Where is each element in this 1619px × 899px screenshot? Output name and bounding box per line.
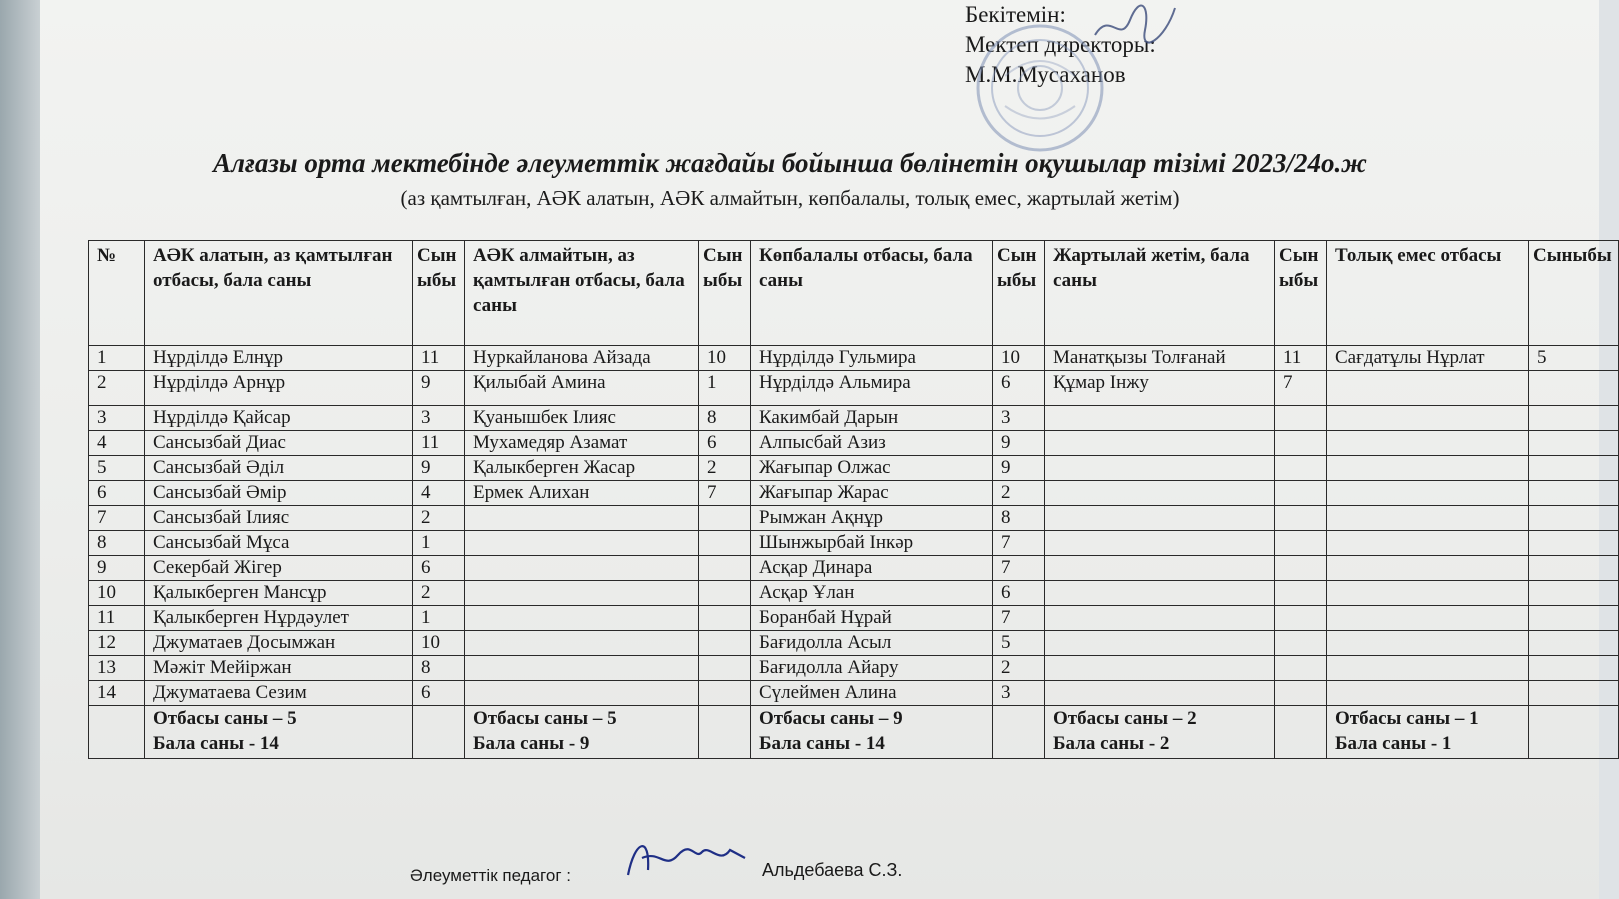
cell-col3-grade: 9	[993, 456, 1045, 481]
table-row	[89, 456, 1619, 481]
table-row	[89, 531, 1619, 556]
cell-col5-grade	[1529, 681, 1619, 706]
cell-col4-grade	[1275, 581, 1327, 606]
cell-col4-grade	[1275, 556, 1327, 581]
header-grade: Сыныбы	[699, 241, 751, 346]
table-row	[89, 346, 1619, 371]
cell-col1-name: Нұрділдә Арнұр	[145, 371, 413, 406]
cell-col5-grade	[1529, 581, 1619, 606]
cell-col2-name	[465, 506, 699, 531]
cell-col3-grade: 6	[993, 581, 1045, 606]
table-row	[89, 581, 1619, 606]
cell-col3-name: Асқар Динара	[751, 556, 993, 581]
pedagog-label: Әлеуметтік педагог :	[410, 866, 571, 885]
cell-col5-name	[1327, 481, 1529, 506]
totals-col2	[465, 706, 699, 759]
cell-col4-grade	[1275, 481, 1327, 506]
cell-col4-grade	[1275, 531, 1327, 556]
cell-col1-name: Сансызбай Әділ	[145, 456, 413, 481]
cell-col3-name: Шынжырбай Інкәр	[751, 531, 993, 556]
cell-col2-grade	[699, 606, 751, 631]
cell-col4-name	[1045, 431, 1275, 456]
cell-col2-grade	[699, 531, 751, 556]
cell-col1-name: Қалыкберген Мансұр	[145, 581, 413, 606]
cell-col2-name	[465, 606, 699, 631]
cell-col5-grade	[1529, 406, 1619, 431]
header-col2: АӘК алмайтын, аз қамтылған отбасы, бала саны	[465, 241, 699, 346]
cell-row-number: 4	[89, 431, 145, 456]
cell-row-number: 7	[89, 506, 145, 531]
cell-col3-grade: 7	[993, 606, 1045, 631]
cell-col1-name: Секербай Жігер	[145, 556, 413, 581]
pedagog-signature-icon	[620, 830, 750, 885]
cell-col4-name	[1045, 556, 1275, 581]
cell-col3-grade: 9	[993, 431, 1045, 456]
cell-col5-grade	[1529, 656, 1619, 681]
cell-col1-grade: 2	[413, 581, 465, 606]
cell-col5-name: Сағдатұлы Нұрлат	[1327, 346, 1529, 371]
cell-col1-name: Сансызбай Әмір	[145, 481, 413, 506]
cell-row-number: 13	[89, 656, 145, 681]
cell-col5-name	[1327, 456, 1529, 481]
header-grade: Сыныбы	[1275, 241, 1327, 346]
cell-col4-grade: 11	[1275, 346, 1327, 371]
cell-col1-name: Мәжіт Мейіржан	[145, 656, 413, 681]
cell-col2-name: Қуанышбек Ілияс	[465, 406, 699, 431]
cell-col3-grade: 7	[993, 531, 1045, 556]
cell-col1-name: Джуматаева Сезим	[145, 681, 413, 706]
cell-col2-grade: 6	[699, 431, 751, 456]
totals-cell-empty	[413, 706, 465, 759]
cell-col4-name	[1045, 631, 1275, 656]
cell-col4-grade	[1275, 681, 1327, 706]
cell-col5-grade	[1529, 371, 1619, 406]
cell-col5-name	[1327, 406, 1529, 431]
cell-col3-grade: 5	[993, 631, 1045, 656]
cell-col1-name: Сансызбай Ілияс	[145, 506, 413, 531]
totals-col5	[1327, 706, 1529, 759]
cell-col2-name: Мухамедяр Азамат	[465, 431, 699, 456]
cell-col2-grade: 10	[699, 346, 751, 371]
header-grade: Сыныбы	[1529, 241, 1619, 346]
document-subtitle: (аз қамтылған, АӘК алатын, АӘК алмайтын, көпбалалы, толық емес, жартылай жетім)	[400, 186, 1180, 210]
cell-col5-grade	[1529, 431, 1619, 456]
cell-col1-grade: 2	[413, 506, 465, 531]
students-table	[88, 240, 1619, 759]
cell-row-number: 3	[89, 406, 145, 431]
cell-col2-grade	[699, 631, 751, 656]
cell-col2-name	[465, 681, 699, 706]
totals-col4-families: Отбасы саны – 2	[1053, 708, 1197, 729]
cell-col1-name: Нұрділдә Елнұр	[145, 346, 413, 371]
cell-col5-grade	[1529, 481, 1619, 506]
totals-col1-children: Бала саны - 14	[153, 733, 279, 754]
cell-col3-name: Какимбай Дарын	[751, 406, 993, 431]
cell-col4-name	[1045, 456, 1275, 481]
cell-col3-name: Алпысбай Азиз	[751, 431, 993, 456]
cell-col1-grade: 10	[413, 631, 465, 656]
cell-col2-name: Қалыкберген Жасар	[465, 456, 699, 481]
header-grade: Сыныбы	[413, 241, 465, 346]
header-col1: АӘК алатын, аз қамтылған отбасы, бала саны	[145, 241, 413, 346]
cell-col2-grade	[699, 681, 751, 706]
cell-col3-name: Боранбай Нұрай	[751, 606, 993, 631]
cell-col5-name	[1327, 531, 1529, 556]
totals-row	[89, 706, 1619, 759]
cell-col2-name	[465, 631, 699, 656]
pedagog-name: Альдебаева С.З.	[762, 860, 903, 880]
cell-col5-grade	[1529, 631, 1619, 656]
cell-col3-grade: 10	[993, 346, 1045, 371]
cell-row-number: 12	[89, 631, 145, 656]
cell-col4-grade	[1275, 631, 1327, 656]
cell-col5-name	[1327, 581, 1529, 606]
cell-col2-name: Ермек Алихан	[465, 481, 699, 506]
cell-col5-name	[1327, 506, 1529, 531]
cell-col3-grade: 2	[993, 656, 1045, 681]
cell-row-number: 9	[89, 556, 145, 581]
cell-col2-name	[465, 656, 699, 681]
cell-col5-name	[1327, 556, 1529, 581]
cell-col1-grade: 1	[413, 531, 465, 556]
cell-col1-grade: 1	[413, 606, 465, 631]
cell-col4-grade	[1275, 606, 1327, 631]
cell-col3-name: Жағыпар Олжас	[751, 456, 993, 481]
cell-row-number: 5	[89, 456, 145, 481]
header-col3: Көпбалалы отбасы, бала саны	[751, 241, 993, 346]
cell-col1-name: Сансызбай Мұса	[145, 531, 413, 556]
cell-col5-grade	[1529, 556, 1619, 581]
totals-cell-empty	[993, 706, 1045, 759]
cell-col4-name	[1045, 681, 1275, 706]
cell-col5-name	[1327, 656, 1529, 681]
totals-col5-children: Бала саны - 1	[1335, 733, 1452, 754]
header-col5: Толық емес отбасы	[1327, 241, 1529, 346]
cell-col5-name	[1327, 631, 1529, 656]
cell-col5-grade: 5	[1529, 346, 1619, 371]
cell-col4-name	[1045, 506, 1275, 531]
cell-col5-grade	[1529, 456, 1619, 481]
totals-col3-families: Отбасы саны – 9	[759, 708, 903, 729]
cell-row-number: 10	[89, 581, 145, 606]
cell-col5-grade	[1529, 506, 1619, 531]
cell-col2-grade: 1	[699, 371, 751, 406]
cell-col3-grade: 2	[993, 481, 1045, 506]
totals-cell-empty	[89, 706, 145, 759]
table-header-row	[89, 241, 1619, 346]
cell-col1-grade: 4	[413, 481, 465, 506]
cell-col3-name: Нұрділдә Альмира	[751, 371, 993, 406]
cell-col3-name: Жағыпар Жарас	[751, 481, 993, 506]
table-row	[89, 406, 1619, 431]
cell-col1-name: Қалыкберген Нұрдәулет	[145, 606, 413, 631]
table-row	[89, 606, 1619, 631]
table-row	[89, 481, 1619, 506]
totals-col4-children: Бала саны - 2	[1053, 733, 1170, 754]
cell-row-number: 2	[89, 371, 145, 406]
cell-col1-grade: 11	[413, 346, 465, 371]
cell-col4-name: Манатқызы Толғанай	[1045, 346, 1275, 371]
cell-col5-grade	[1529, 606, 1619, 631]
cell-col4-name	[1045, 656, 1275, 681]
totals-col4	[1045, 706, 1275, 759]
cell-col3-grade: 3	[993, 406, 1045, 431]
totals-cell-empty	[1275, 706, 1327, 759]
cell-col4-grade	[1275, 506, 1327, 531]
cell-col1-grade: 6	[413, 681, 465, 706]
totals-col2-families: Отбасы саны – 5	[473, 708, 617, 729]
table-row	[89, 371, 1619, 406]
cell-col1-name: Сансызбай Диас	[145, 431, 413, 456]
table-row	[89, 506, 1619, 531]
cell-col2-grade: 8	[699, 406, 751, 431]
director-signature-icon	[1090, 0, 1180, 50]
cell-col1-grade: 8	[413, 656, 465, 681]
cell-col4-grade	[1275, 431, 1327, 456]
cell-col2-name	[465, 531, 699, 556]
cell-col5-name	[1327, 606, 1529, 631]
totals-col1-families: Отбасы саны – 5	[153, 708, 297, 729]
cell-col4-name	[1045, 406, 1275, 431]
header-grade: Сыныбы	[993, 241, 1045, 346]
totals-col3	[751, 706, 993, 759]
cell-row-number: 1	[89, 346, 145, 371]
cell-col2-grade: 7	[699, 481, 751, 506]
cell-col2-name	[465, 581, 699, 606]
totals-cell-empty	[699, 706, 751, 759]
cell-col4-name	[1045, 481, 1275, 506]
cell-col2-grade	[699, 556, 751, 581]
cell-col5-name	[1327, 371, 1529, 406]
cell-col3-name: Бағидолла Айару	[751, 656, 993, 681]
cell-col2-name: Қилыбай Амина	[465, 371, 699, 406]
cell-col4-name	[1045, 581, 1275, 606]
cell-col1-name: Джуматаев Досымжан	[145, 631, 413, 656]
cell-col3-grade: 3	[993, 681, 1045, 706]
cell-col2-grade	[699, 506, 751, 531]
header-col4: Жартылай жетім, бала саны	[1045, 241, 1275, 346]
table-row	[89, 556, 1619, 581]
cell-col1-grade: 6	[413, 556, 465, 581]
cell-col3-grade: 6	[993, 371, 1045, 406]
cell-col3-name: Рымжан Ақнұр	[751, 506, 993, 531]
cell-col5-grade	[1529, 531, 1619, 556]
cell-col1-grade: 11	[413, 431, 465, 456]
cell-col3-grade: 7	[993, 556, 1045, 581]
totals-col5-families: Отбасы саны – 1	[1335, 708, 1479, 729]
table-row	[89, 681, 1619, 706]
cell-col4-grade: 7	[1275, 371, 1327, 406]
background-edge	[0, 0, 40, 899]
cell-col3-name: Бағидолла Асыл	[751, 631, 993, 656]
cell-row-number: 6	[89, 481, 145, 506]
cell-col3-name: Нұрділдә Гульмира	[751, 346, 993, 371]
cell-col4-name	[1045, 531, 1275, 556]
cell-row-number: 14	[89, 681, 145, 706]
cell-row-number: 8	[89, 531, 145, 556]
cell-col3-name: Асқар Ұлан	[751, 581, 993, 606]
cell-col4-name	[1045, 606, 1275, 631]
cell-col5-name	[1327, 681, 1529, 706]
cell-col1-grade: 3	[413, 406, 465, 431]
cell-col4-name: Құмар Інжу	[1045, 371, 1275, 406]
cell-row-number: 11	[89, 606, 145, 631]
approval-line-3: М.М.Мусаханов	[965, 62, 1126, 87]
cell-col4-grade	[1275, 406, 1327, 431]
cell-col2-grade: 2	[699, 456, 751, 481]
approval-line-1: Бекітемін:	[965, 2, 1066, 27]
totals-cell-empty	[1529, 706, 1619, 759]
cell-col1-grade: 9	[413, 456, 465, 481]
cell-col1-name: Нұрділдә Қайсар	[145, 406, 413, 431]
table-row	[89, 656, 1619, 681]
cell-col4-grade	[1275, 656, 1327, 681]
header-number: №	[89, 241, 145, 346]
totals-col3-children: Бала саны - 14	[759, 733, 885, 754]
cell-col2-name	[465, 556, 699, 581]
cell-col2-grade	[699, 581, 751, 606]
cell-col4-grade	[1275, 456, 1327, 481]
cell-col3-grade: 8	[993, 506, 1045, 531]
table-row	[89, 631, 1619, 656]
cell-col2-grade	[699, 656, 751, 681]
cell-col2-name: Нуркайланова Айзада	[465, 346, 699, 371]
totals-col1	[145, 706, 413, 759]
totals-col2-children: Бала саны - 9	[473, 733, 590, 754]
approval-line-2: Мектеп директоры:	[965, 32, 1156, 57]
table-row	[89, 431, 1619, 456]
cell-col5-name	[1327, 431, 1529, 456]
document-title: Алғазы орта мектебінде әлеуметтік жағдайы бойынша бөлінетін оқушылар тізімі 2023/24о.ж	[213, 148, 1367, 178]
cell-col1-grade: 9	[413, 371, 465, 406]
cell-col3-name: Сүлеймен Алина	[751, 681, 993, 706]
